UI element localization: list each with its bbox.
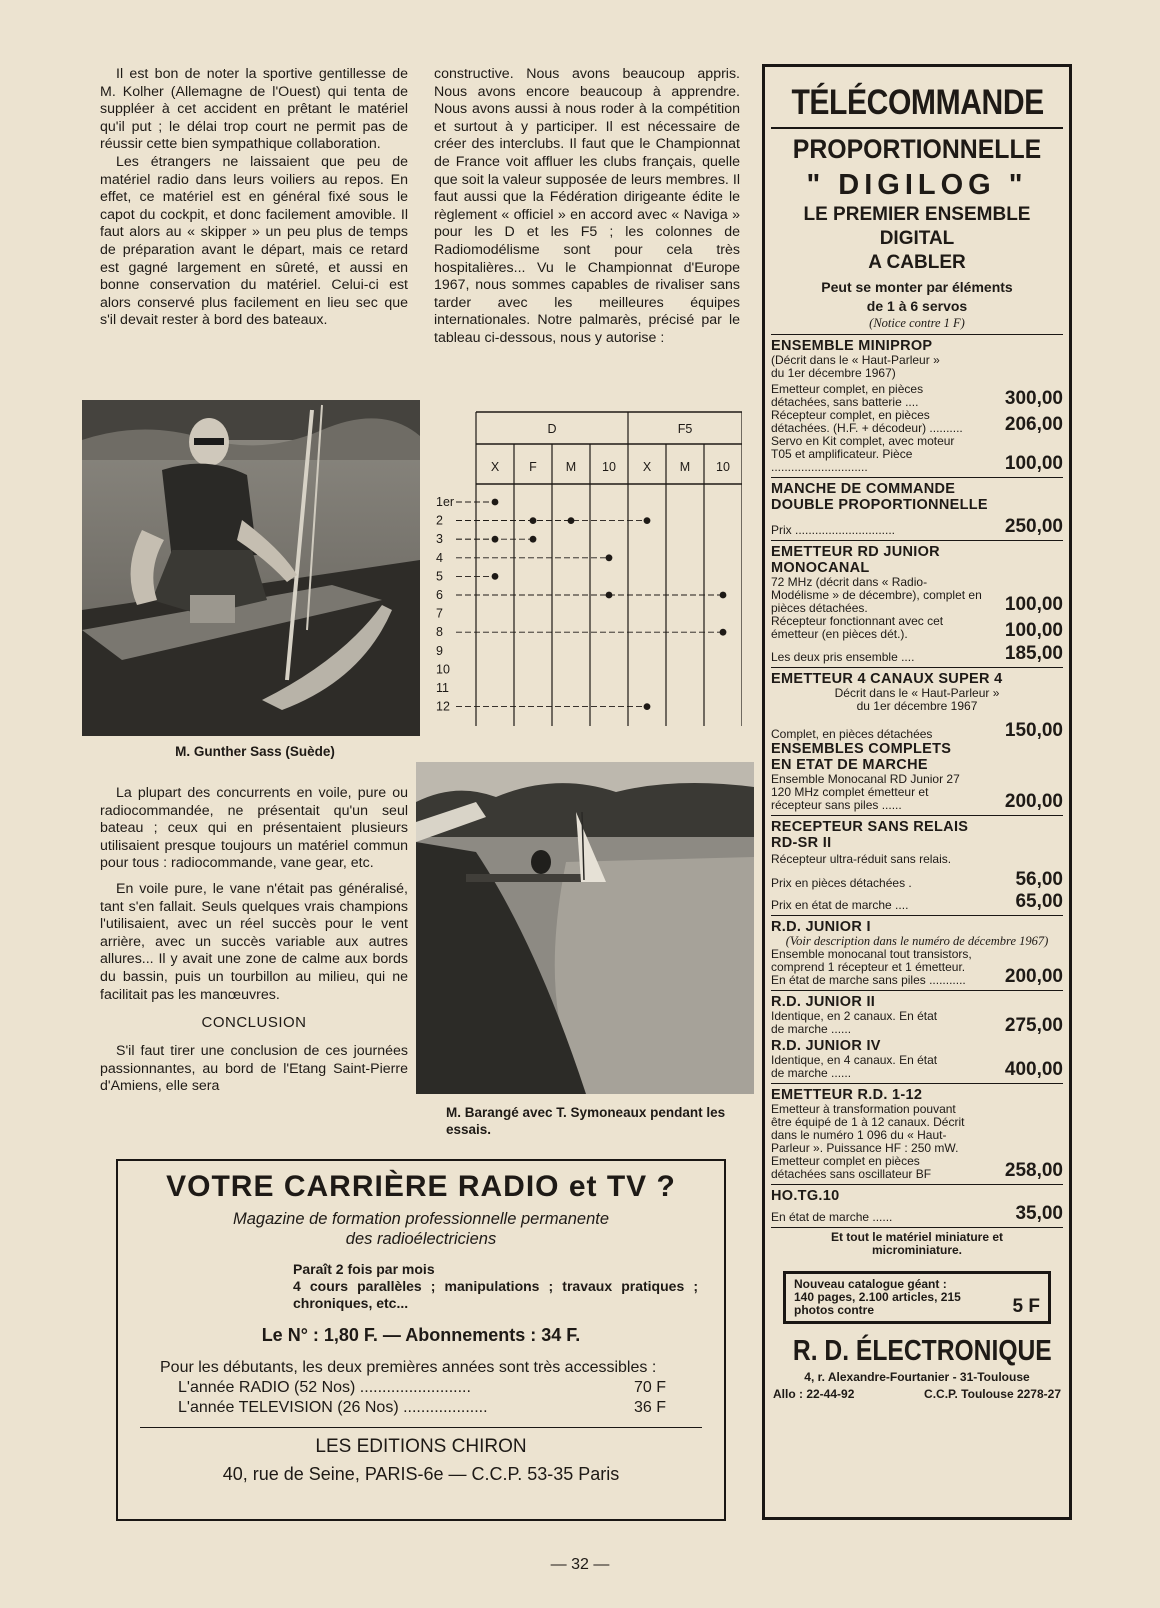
item-price: 250,00 — [1004, 516, 1063, 537]
section-heading: MANCHE DE COMMANDE — [771, 481, 956, 497]
photo-gunther-sass — [82, 400, 420, 736]
page-number: — 32 — — [550, 1556, 610, 1573]
photo-caption: M. Barangé avec T. Symoneaux pendant les essais. — [446, 1105, 726, 1137]
item-label: 72 MHz (décrit dans « Radio-Modélisme » de décembre), complet en pièces détachées. — [771, 575, 982, 615]
table-result-dot — [606, 592, 613, 599]
photo-barange-image — [416, 762, 754, 1094]
article-paragraph: S'il faut tirer une conclusion de ces journées passionnantes, au bord de l'Etang Saint-Pierre d'Amiens, elle sera — [100, 1043, 408, 1095]
price-row — [771, 1103, 1063, 1181]
price-row — [771, 383, 1063, 409]
section-heading: EN ETAT DE MARCHE — [771, 757, 928, 773]
chiron-subtitle: des radioélectriciens — [345, 1230, 497, 1248]
table-rank-label: 6 — [436, 588, 443, 602]
catalogue-row — [794, 1291, 1040, 1317]
chiron-cours: 4 cours parallèles ; manipulations ; travaux pratiques ; chroniques, etc... — [293, 1278, 698, 1311]
table-result-dot — [720, 629, 727, 636]
item-price: 56,00 — [1015, 869, 1063, 890]
price-row — [771, 1010, 1063, 1036]
table-rank-label: 5 — [436, 569, 443, 584]
item-label: Identique, en 2 canaux. En état de marche ...... — [771, 1009, 938, 1036]
section-desc: du 1er décembre 1967) — [771, 366, 896, 380]
article-paragraph: Les étrangers ne laissaient que peu de matériel radio dans leurs voiliers au repos. En effet, ce matériel est en général fixé sous le capot du cockpit, et donc facilement amovible. Il faut alors au « skipper » un peu plus de temps de préparation avant le départ, mais ce retard est gagné largement en sûreté, et aussi en bonne conservation du matériel. Celui-ci est alors conservé plus facilement en lieu sec que s'il devait rester à bord des bateaux. — [100, 153, 408, 329]
divider — [771, 477, 1063, 478]
section-heading: RD-SR II — [771, 835, 832, 851]
item-label: Ensemble Monocanal RD Junior 27 120 MHz complet émetteur et récepteur sans piles ...... — [771, 772, 960, 812]
photo-gunther-sass-image — [82, 400, 420, 736]
chiron-subtitle: Magazine de formation professionnelle permanente — [232, 1210, 610, 1228]
section-desc: (Voir description dans le numéro de décembre 1967) — [785, 934, 1049, 948]
table-rank-label: 3 — [436, 532, 443, 547]
section-heading: ENSEMBLES COMPLETS — [771, 741, 952, 757]
price-row — [771, 773, 1063, 812]
article-paragraph: La plupart des concurrents en voile, pure ou radiocommandée, ne présentait qu'un seul bateau ; ceux qui en présentaient plusieurs utilisaient presque toujours un matériel commun pour tous : radiocommande, vane gear, etc. — [100, 785, 408, 872]
item-label: Emetteur à transformation pouvant être équipé de 1 à 12 canaux. Décrit dans le numéro 1 096 du « Haut-Parleur ». Puissance HF : 250 mW. Emetteur complet en pièces détachées sans oscillateur BF — [771, 1102, 965, 1181]
palmares-table — [430, 408, 742, 726]
section-heading: EMETTEUR R.D. 1-12 — [771, 1087, 923, 1103]
divider — [771, 334, 1063, 335]
table-rank-label: 11 — [436, 681, 449, 695]
price-row — [771, 576, 1063, 615]
item-price: 35,00 — [1015, 1203, 1063, 1224]
price-row — [771, 409, 1063, 435]
table-result-dot — [568, 517, 575, 524]
ad-title-proportionnelle: PROPORTIONNELLE — [792, 134, 1042, 164]
divider — [771, 127, 1063, 129]
advertisement-rd-electronique — [762, 64, 1072, 1520]
photo-caption: M. Gunther Sass (Suède) — [175, 744, 335, 759]
ad-subtitle: DIGITAL — [879, 228, 955, 249]
photo-barange-symoneaux — [416, 762, 754, 1094]
ad-mount-text: de 1 à 6 servos — [866, 298, 968, 314]
item-price: 300,00 — [1004, 388, 1063, 409]
section-heading: DOUBLE PROPORTIONNELLE — [771, 497, 988, 513]
table-result-dot — [530, 517, 537, 524]
item-label: Complet, en pièces détachées — [771, 727, 933, 741]
chiron-address: 40, rue de Seine, PARIS-6e — C.C.P. 53-35 Paris — [222, 1464, 620, 1484]
table-column-header: F — [529, 460, 537, 474]
table-rank-label: 8 — [436, 625, 443, 640]
price-row — [771, 948, 1063, 987]
divider — [771, 1227, 1063, 1228]
item-price: 206,00 — [1004, 414, 1063, 435]
item-label: Récepteur fonctionnant avec cet émetteur (en pièces dét.). — [771, 614, 944, 641]
section-heading: EMETTEUR 4 CANAUX SUPER 4 — [771, 671, 1003, 687]
table-rank-label: 10 — [436, 662, 450, 677]
price-row — [771, 870, 1063, 890]
price-row — [771, 892, 1063, 912]
table-column-header: X — [642, 460, 652, 474]
item-price: 150,00 — [1004, 720, 1063, 741]
section-heading: R.D. JUNIOR IV — [771, 1038, 881, 1054]
advertisement-chiron — [116, 1159, 726, 1521]
table-result-dot — [492, 499, 499, 506]
item-label: Identique, en 4 canaux. En état de marche ...... — [771, 1053, 938, 1080]
company-phone: Allo : 22-44-92 — [773, 1387, 855, 1401]
divider — [771, 990, 1063, 991]
chiron-tv-price: 36 F — [633, 1399, 666, 1416]
item-price: 185,00 — [1004, 643, 1063, 664]
palmares-chart — [430, 408, 742, 726]
ad-subtitle: LE PREMIER ENSEMBLE — [803, 204, 1031, 225]
company-name: R. D. ÉLECTRONIQUE — [792, 1335, 1052, 1367]
table-column-header: 10 — [716, 460, 730, 474]
chiron-publisher: LES EDITIONS CHIRON — [315, 1436, 527, 1457]
divider — [771, 540, 1063, 541]
item-price: 65,00 — [1015, 891, 1063, 912]
item-price: 100,00 — [1004, 620, 1063, 641]
catalogue-text: 140 pages, 2.100 articles, 215 photos contre — [794, 1290, 961, 1317]
section-heading: EMETTEUR RD JUNIOR — [771, 544, 940, 560]
chiron-tv-row — [178, 1399, 666, 1417]
ad-title-digilog: " DIGILOG " — [806, 169, 1028, 201]
item-label: Prix en état de marche .... — [771, 898, 909, 912]
divider — [771, 915, 1063, 916]
ad-subtitle: A CABLER — [868, 252, 966, 273]
catalogue-box — [783, 1271, 1051, 1324]
section-desc: Récepteur ultra-réduit sans relais. — [771, 852, 952, 866]
table-result-dot — [492, 536, 499, 543]
chiron-title: VOTRE CARRIÈRE RADIO et TV ? — [166, 1170, 676, 1203]
table-column-header: X — [490, 460, 500, 474]
divider — [771, 815, 1063, 816]
article-paragraph: constructive. Nous avons beaucoup appris. Nous avons encore beaucoup à apprendre. Nous avons aussi à nous roder à la compétition et surtout à y participer. Il est nécessaire de créer des interclubs. Il faut que le Championnat de France voit affluer les clubs français, quelle que soit la valeur supposée de leurs membres. Il faut aussi que la Fédération dirigeante édite le règlement « officiel » en accord avec « Naviga » pour les D et les F5 ; les colonnes de Radiomodélisme sont pour cela très hospitalières... Vu le Championnat d'Europe 1967, nous sommes capables de rivaliser sans tarder avec les meilleures équipes internationales. Notre palmarès, précisé par le tableau ci-dessous, nous y autorise : — [434, 66, 740, 346]
divider — [771, 1184, 1063, 1185]
article-paragraph: Il est bon de noter la sportive gentillesse de M. Kolher (Allemagne de l'Ouest) qui tenta de suppléer à cet accident en prêtant le matériel qu'il put ; le délai trop court ne permit pas de réussir cette bien sympathique collaboration. — [100, 66, 408, 153]
chiron-radio-label: L'année RADIO (52 Nos) ......................... — [178, 1379, 471, 1396]
chiron-radio-row — [178, 1379, 666, 1397]
item-price: 200,00 — [1004, 966, 1063, 987]
catalogue-heading: Nouveau catalogue géant : — [794, 1277, 947, 1291]
divider — [140, 1427, 702, 1428]
chiron-debutants: Pour les débutants, les deux premières années sont très accessibles : — [160, 1359, 657, 1376]
price-row — [771, 517, 1063, 537]
divider — [771, 667, 1063, 668]
ad-extra: Et tout le matériel miniature et microminiature. — [830, 1230, 1004, 1257]
chiron-parait: Paraît 2 fois par mois — [293, 1261, 435, 1277]
table-column-header: M — [679, 460, 691, 474]
ad-notice: (Notice contre 1 F) — [869, 316, 965, 330]
price-row — [771, 435, 1063, 474]
price-row — [771, 1204, 1063, 1224]
table-rank-label: 9 — [436, 643, 443, 658]
article-column-1-top — [100, 66, 408, 330]
item-label: Emetteur complet, en pièces détachées, sans batterie .... — [771, 382, 924, 409]
table-rank-label: 2 — [436, 513, 443, 528]
price-row — [771, 1054, 1063, 1080]
company-address: 4, r. Alexandre-Fourtanier - 31-Toulouse — [804, 1370, 1030, 1384]
catalogue-price: 5 F — [1012, 1296, 1040, 1317]
table-result-dot — [644, 703, 651, 710]
table-column-header: 10 — [602, 460, 616, 474]
table-rank-label: 1er — [436, 495, 455, 509]
item-label: Prix .............................. — [771, 524, 896, 537]
section-heading: ENSEMBLE MINIPROP — [771, 338, 933, 354]
article-column-1-bottom — [100, 785, 408, 1096]
table-rank-label: 12 — [436, 699, 450, 714]
item-price: 258,00 — [1004, 1160, 1063, 1181]
section-desc: (Décrit dans le « Haut-Parleur » — [771, 353, 940, 367]
ad-mount-text: Peut se monter par éléments — [821, 279, 1013, 295]
table-result-dot — [530, 536, 537, 543]
chiron-price-line: Le N° : 1,80 F. — Abonnements : 34 F. — [261, 1325, 581, 1345]
ad-content — [771, 71, 1063, 1513]
item-label: En état de marche ...... — [771, 1210, 893, 1224]
item-label: Récepteur complet, en pièces détachées. (H.F. + décodeur) .......... — [771, 408, 963, 435]
price-row — [771, 721, 1063, 741]
table-rank-label: 7 — [436, 606, 443, 621]
price-row — [771, 615, 1063, 641]
item-price: 200,00 — [1004, 791, 1063, 812]
table-result-dot — [720, 592, 727, 599]
table-group-header: D — [547, 422, 557, 436]
section-heading: R.D. JUNIOR I — [771, 919, 871, 935]
article-column-2-top — [434, 66, 740, 348]
article-paragraph: En voile pure, le vane n'était pas généralisé, tant s'en fallait. Seuls quelques vrais champions l'utilisaient, avec un réel succès pour le vent arrière, avec un succès variable aux autres allures... Il y avait une zone de calme aux bords du bassin, puis un tourbillon au milieu, qui ne facilitait pas les manœuvres. — [100, 880, 408, 1003]
section-heading: MONOCANAL — [771, 560, 870, 576]
chiron-tv-label: L'année TELEVISION (26 Nos) ................... — [178, 1399, 488, 1416]
table-group-header: F5 — [677, 422, 693, 436]
section-desc: du 1er décembre 1967 — [856, 699, 978, 713]
table-result-dot — [644, 517, 651, 524]
item-label: Prix en pièces détachées . — [771, 876, 912, 890]
section-desc: Décrit dans le « Haut-Parleur » — [834, 686, 1000, 700]
item-price: 400,00 — [1004, 1059, 1063, 1080]
conclusion-heading: CONCLUSION — [201, 1014, 307, 1032]
item-label: Servo en Kit complet, avec moteur T05 et amplificateur. Pièce ............................. — [771, 434, 955, 474]
company-ccp: C.C.P. Toulouse 2278-27 — [924, 1387, 1061, 1401]
table-rank-label: 4 — [436, 550, 443, 565]
divider — [771, 1083, 1063, 1084]
item-price: 100,00 — [1004, 453, 1063, 474]
section-heading: RECEPTEUR SANS RELAIS — [771, 819, 969, 835]
company-contact — [771, 1388, 1063, 1401]
item-price: 100,00 — [1004, 594, 1063, 615]
section-heading: R.D. JUNIOR II — [771, 994, 876, 1010]
item-label: Les deux pris ensemble .... — [771, 650, 915, 664]
table-result-dot — [606, 554, 613, 561]
item-price: 275,00 — [1004, 1015, 1063, 1036]
table-result-dot — [492, 573, 499, 580]
item-label: Ensemble monocanal tout transistors, comprend 1 récepteur et 1 émetteur. En état de marche sans piles ........... — [771, 947, 972, 987]
chiron-radio-price: 70 F — [633, 1379, 666, 1396]
section-heading: HO.TG.10 — [771, 1188, 840, 1204]
price-row — [771, 644, 1063, 664]
table-column-header: M — [565, 460, 577, 474]
ad-title-telecommande: TÉLÉCOMMANDE — [791, 83, 1044, 122]
